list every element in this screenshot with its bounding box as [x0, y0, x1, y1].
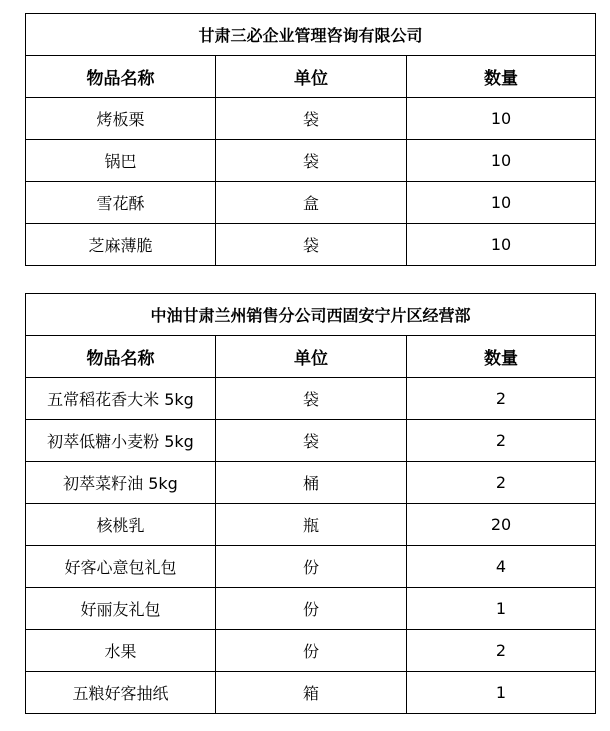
item-quantity: 1	[407, 672, 596, 714]
item-unit: 箱	[216, 672, 407, 714]
item-name: 初萃低糖小麦粉 5kg	[26, 420, 216, 462]
item-quantity: 10	[407, 224, 596, 266]
table-row	[26, 420, 596, 462]
goods-table-petrochina	[25, 293, 596, 714]
item-unit: 袋	[216, 378, 407, 420]
table-row	[26, 588, 596, 630]
item-quantity: 2	[407, 378, 596, 420]
item-quantity: 2	[407, 630, 596, 672]
table-row	[26, 630, 596, 672]
header-quantity: 数量	[407, 336, 596, 378]
header-unit: 单位	[216, 56, 407, 98]
item-unit: 份	[216, 546, 407, 588]
item-name: 好客心意包礼包	[26, 546, 216, 588]
item-quantity: 1	[407, 588, 596, 630]
item-quantity: 4	[407, 546, 596, 588]
table-header-row	[26, 56, 596, 98]
header-item-name: 物品名称	[26, 336, 216, 378]
table-row	[26, 504, 596, 546]
table-row	[26, 98, 596, 140]
item-quantity: 2	[407, 462, 596, 504]
table-header-row	[26, 336, 596, 378]
item-name: 水果	[26, 630, 216, 672]
item-unit: 份	[216, 588, 407, 630]
item-unit: 瓶	[216, 504, 407, 546]
header-quantity: 数量	[407, 56, 596, 98]
goods-table-sanbi	[25, 13, 596, 266]
table-title: 甘肃三必企业管理咨询有限公司	[26, 14, 596, 56]
table-row	[26, 378, 596, 420]
table-title-row	[26, 14, 596, 56]
item-name: 五粮好客抽纸	[26, 672, 216, 714]
item-unit: 袋	[216, 420, 407, 462]
item-name: 好丽友礼包	[26, 588, 216, 630]
item-name: 芝麻薄脆	[26, 224, 216, 266]
table-row	[26, 182, 596, 224]
item-unit: 袋	[216, 224, 407, 266]
table-row	[26, 546, 596, 588]
table-row	[26, 224, 596, 266]
header-item-name: 物品名称	[26, 56, 216, 98]
table-row	[26, 672, 596, 714]
header-unit: 单位	[216, 336, 407, 378]
table-title: 中油甘肃兰州销售分公司西固安宁片区经营部	[26, 294, 596, 336]
item-name: 雪花酥	[26, 182, 216, 224]
table-row	[26, 140, 596, 182]
item-name: 核桃乳	[26, 504, 216, 546]
item-name: 锅巴	[26, 140, 216, 182]
item-quantity: 10	[407, 140, 596, 182]
table-row	[26, 462, 596, 504]
item-quantity: 20	[407, 504, 596, 546]
item-unit: 桶	[216, 462, 407, 504]
item-quantity: 10	[407, 182, 596, 224]
table-title-row	[26, 294, 596, 336]
item-unit: 盒	[216, 182, 407, 224]
item-name: 五常稻花香大米 5kg	[26, 378, 216, 420]
item-name: 初萃菜籽油 5kg	[26, 462, 216, 504]
item-unit: 袋	[216, 98, 407, 140]
item-quantity: 10	[407, 98, 596, 140]
item-unit: 份	[216, 630, 407, 672]
item-quantity: 2	[407, 420, 596, 462]
item-name: 烤板栗	[26, 98, 216, 140]
item-unit: 袋	[216, 140, 407, 182]
